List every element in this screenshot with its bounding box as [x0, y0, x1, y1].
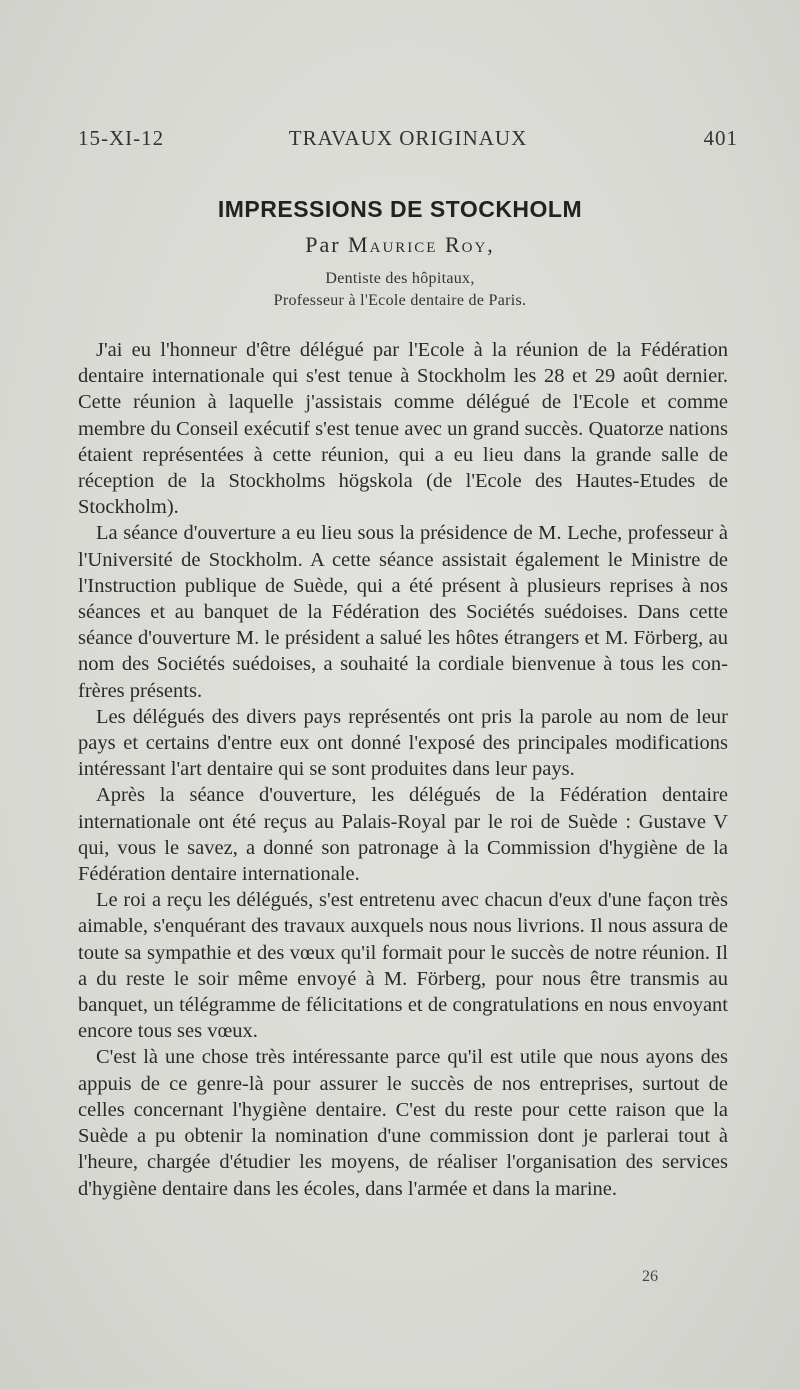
paragraph: Après la séance d'ouverture, les délégués de la Fédération dentaire internationale ont été reçus au Palais-Royal par le roi de Suède : Gustave V qui, vous le savez, a donné son patronage à la Commission d'hygiène de la Fédération dentaire internationale.	[78, 784, 728, 886]
section-title: TRAVAUX ORIGINAUX	[288, 126, 528, 150]
affiliation-line-2: Professeur à l'Ecole dentaire de Paris.	[273, 292, 527, 309]
author-line	[0, 232, 800, 258]
paragraph: Les délégués des divers pays représentés ont pris la parole au nom de leur pays et certains d'entre eux ont donné l'exposé des principales modifications intéressant l'art dentaire qui se sont produites dans leur pays.	[78, 705, 728, 781]
paragraph: J'ai eu l'honneur d'être délégué par l'Ecole à la réunion de la Fédération dentaire internationale qui s'est tenue à Stockholm les 28 et 29 août dernier. Cette réunion à laquelle j'assistais comme délégué de l'Ecole et comme membre du Conseil exécutif s'est tenue avec un grand succès. Quatorze nations étaient représentées à cette réunion, qui a eu lieu dans la grande salle de réception de la Stockholms högskola (de l'Ecole des Hautes-Etudes de Stockholm).	[78, 339, 728, 519]
affiliation-line-1: Dentiste des hôpitaux,	[325, 270, 475, 287]
article-body	[78, 337, 728, 1202]
page-number: 401	[703, 126, 738, 150]
article-title: IMPRESSIONS DE STOCKHOLM	[217, 196, 583, 222]
author-name: Maurice Roy,	[348, 232, 495, 257]
author-prefix: Par	[305, 232, 341, 257]
paragraph: Le roi a reçu les délégués, s'est entretenu avec chacun d'eux d'une façon très aimable, s'enquérant des travaux auxquels nous nous livrions. Il nous assura de toute sa sympathie et des vœux qu'il formait pour le succès de notre réunion. Il a du reste le soir même envoyé à M. Förberg, pour nous être transmis au banquet, un télégramme de félicitations et de congratulations en nous envoyant encore tous ses vœux.	[78, 889, 728, 1043]
issue-date: 15-XI-12	[78, 126, 165, 150]
paragraph: La séance d'ouverture a eu lieu sous la présidence de M. Leche, professeur à l'Université de Stockholm. A cette séance assistait également le Ministre de l'Instruction publique de Suède, qui a été présent à plusieurs reprises à nos séances et au banquet de la Fédération des Sociétés suédoises. Dans cette séance d'ouverture M. le président a salué les hôtes étrangers et M. Förberg, au nom des Sociétés suédoises, a souhaité la cordiale bienvenue à tous les confrères présents.	[78, 522, 728, 702]
paragraph: C'est là une chose très intéressante parce qu'il est utile que nous ayons des appuis de ce genre-là pour assurer le succès de nos entreprises, surtout de celles concernant l'hygiène dentaire. C'est du reste pour cette raison que la Suède a pu obtenir la nomination d'une commission dont je parlerai tout à l'heure, chargée d'étudier les moyens, de réaliser l'organisation des services d'hygiène dentaire dans les écoles, dans l'armée et dans la marine.	[78, 1046, 728, 1200]
signature-mark: 26	[642, 1268, 658, 1285]
